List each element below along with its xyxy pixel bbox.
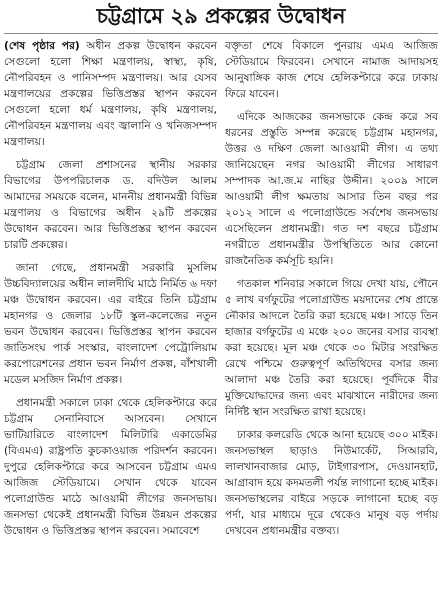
article-paragraph: চট্টগ্রাম জেলা প্রশাসনের স্থানীয় সরকার বিভাগের উপপরিচালক ড. বদিউল আলম আমাদের সময়কে বলেন, মাননীয় প্রধানমন্ত্রী বিভিন্ন মন্ত্রণালয় ও বিভাগের অধীন ২৯টি প্রকল্পের উদ্বোধন করবেন। আর ভিত্তিপ্রস্তর স্থাপন করবেন চারটি প্রকল্পের। <box>4 159 217 251</box>
article-column-left <box>4 38 217 613</box>
article-paragraph <box>4 38 217 150</box>
article-paragraph: গতকাল শনিবার সকালে গিয়ে দেখা যায়, পৌনে ৫ লাখ বর্গফুটের পলোগ্রাউন্ড ময়দানের শেষ প্রান্তে নৌকার আদলে তৈরি করা হয়েছে মঞ্চ। সাড়ে তিন হাজার বর্গফুটের এ মঞ্চে ২০০ জনের বসার ব্যবস্থা করা হয়েছে। মূল মঞ্চ থেকে ৩০ মিটার সংরক্ষিত রেখে পশ্চিমে গুরুত্বপূর্ণ অতিথিদের বসার জন্য আলাদা মঞ্চ তৈরি করা হয়েছে। পূর্বদিকে বীর মুক্তিযোদ্ধাদের জন্য এবং মাঝখানে নারীদের জন্য নির্দিষ্ট স্থান সংরক্ষিত রাখা হয়েছে। <box>225 278 438 418</box>
article-headline: চট্টগ্রামে ২৯ প্রকল্পের উদ্বোধন <box>4 3 438 34</box>
continued-from-tag: (শেষ পৃষ্ঠার পর) <box>4 40 80 52</box>
paragraph-text: অধীন প্রকল্প উদ্বোধন করবেন সেগুলো হলো শিক্ষা মন্ত্রণালয়, স্বাস্থ্য, কৃষি, নৌপরিবহন ও পানিসম্পদ মন্ত্রণালয়। আর যেসব মন্ত্রণালয়ের প্রকল্পের ভিত্তিপ্রস্তর স্থাপন করবেন সেগুলো হলো ধর্ম মন্ত্রণালয়, কৃষি মন্ত্রণালয়, নৌপরিবহন মন্ত্রণালয় এবং জ্বালানি ও খনিজসম্পদ মন্ত্রণালয়। <box>4 40 217 148</box>
article-paragraph: এদিকে আজকের জনসভাকে কেন্দ্র করে সব ধরনের প্রস্তুতি সম্পন্ন করেছে চট্টগ্রাম মহানগর, উত্তর ও দক্ষিণ জেলা আওয়ামী লীগ। এ তথ্য জানিয়েছেন নগর আওয়ামী লীগের সাধারণ সম্পাদক আ.জ.ম নাছির উদ্দীন। ২০০৯ সালে আওয়ামী লীগ ক্ষমতায় আসার তিন বছর পর ২০১২ সালে এ পলোগ্রাউন্ডে সর্বশেষ জনসভায় এসেছিলেন প্রধানমন্ত্রী। গত দশ বছরে চট্টগ্রাম নগরীতে প্রধানমন্ত্রীর উপস্থিতিতে আর কোনো রাজনৈতিক কর্মসূচি হয়নি। <box>225 111 438 267</box>
article-paragraph: ঢাকার কলরেডি থেকে আনা হয়েছে ৩০০ মাইক। জনসভাস্থল ছাড়াও নিউমার্কেট, সিআরবি, লালখানবাজার মোড়, টাইগারপাস, দেওয়ানহাট, আগ্রাবাদ হয়ে কদমতলী পর্যন্ত লাগানো হচ্ছে মাইক। জনসভাস্থলের বাইরে সড়কে লাগানো হচ্ছে বড় পর্দা, যার মাধ্যমে দূরে থেকেও মানুষ বড় পর্দায় দেখবেন প্রধানমন্ত্রীর বক্তব্য। <box>225 429 438 537</box>
article-paragraph: জানা গেছে, প্রধানমন্ত্রী সরকারি মুসলিম উচ্চবিদ্যালয়ের অধীন লালদীঘি মাঠে নির্মিত ৬ দফা মঞ্চ উদ্বোধন করবেন। এর বাইরে তিনি চট্টগ্রাম মহানগর ও জেলার ১৮টি স্কুল-কলেজের নতুন ভবন উদ্বোধন করবেন। ভিত্তিপ্রস্তর স্থাপন করবেন জাতিসংঘ পার্ক সংস্কার, বাংলাদেশ পেট্রোলিয়াম করপোরেশনের প্রধান ভবন নির্মাণ প্রকল্প, বাঁশখালী মডেল মসজিদ নির্মাণ প্রকল্প। <box>4 262 217 386</box>
article-columns <box>4 38 438 613</box>
article-paragraph: প্রধানমন্ত্রী সকালে ঢাকা থেকে হেলিকপ্টারে করে চট্টগ্রাম সেনানিবাসে আসবেন। সেখানে ভাটিয়ারিতে বাংলাদেশ মিলিটারি একাডেমির (বিএমএ) রাষ্ট্রপতি কুচকাওয়াজ পরিদর্শন করবেন। দুপুরে হেলিকপ্টারে করে আসবেন চট্টগ্রাম এমএ আজিজ স্টেডিয়ামে। সেখান থেকে যাবেন পলোগ্রাউন্ড মাঠে আওয়ামী লীগের জনসভায়। জনসভা থেকেই প্রধানমন্ত্রী বিভিন্ন উন্নয়ন প্রকল্পের উদ্বোধন ও ভিত্তিপ্রস্তর স্থাপন করবেন। সমাবেশে <box>4 397 217 537</box>
article-column-right <box>225 38 438 613</box>
article-paragraph: বক্তৃতা শেষে বিকালে পুনরায় এমএ আজিজ স্টেডিয়ামে ফিরবেন। সেখানে নামাজ আদায়সহ আনুষাঙ্গিক কাজ শেষে হেলিকপ্টারে করে ঢাকায় ফিরে যাবেন। <box>225 40 438 100</box>
